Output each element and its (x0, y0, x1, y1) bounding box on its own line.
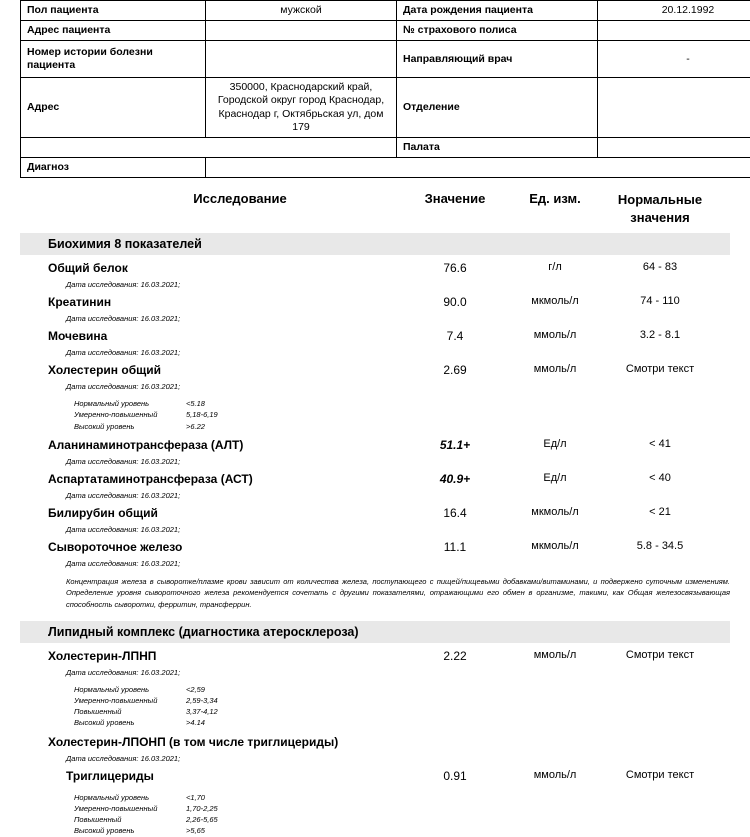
result-row (0, 729, 750, 763)
reference-level-label: Высокий уровень (74, 825, 186, 836)
reference-level-range: >5,65 (186, 826, 205, 835)
referring-doctor-label: Направляющий врач (397, 41, 598, 78)
table-row (21, 21, 750, 41)
patient-address-label: Адрес пациента (21, 21, 206, 41)
address-label: Адрес (21, 78, 206, 138)
department-value (598, 78, 750, 138)
result-row (0, 432, 750, 466)
result-row (0, 255, 750, 289)
patient-sex-value: мужской (206, 1, 397, 21)
reference-level-range: >4.14 (186, 718, 205, 727)
result-unit: ммоль/л (505, 363, 605, 375)
table-row (21, 1, 750, 21)
result-value: 90.0 (400, 295, 510, 309)
empty-value (206, 137, 397, 157)
column-header-value: Значение (400, 191, 510, 206)
result-name: Мочевина (48, 329, 107, 343)
result-value: 76.6 (400, 261, 510, 275)
results-list-lipid-complex (0, 643, 750, 837)
result-unit: ммоль/л (505, 329, 605, 341)
section-header-biochemistry (20, 233, 730, 255)
result-row (0, 763, 750, 837)
department-label: Отделение (397, 78, 598, 138)
result-name: Сывороточное железо (48, 540, 182, 554)
result-name: Аспартатаминотрансфераза (АСТ) (48, 472, 253, 486)
result-date: Дата исследования: 16.03.2021; (66, 348, 750, 357)
results-column-headers (0, 191, 750, 233)
reference-level-range: 2,26-5,65 (186, 815, 218, 824)
reference-level (74, 717, 750, 728)
result-note: Концентрация железа в сыворотке/плазме крови зависит от количества железа, поступающего с пищей/пищевыми добавками/витаминами, и подвержено суточным изменениям. Определение уровня сывороточного железа рекомендуется сочетать с другими показателями, отражающими его обмен в организме, такими, как Общая железосвязывающая способность сыворотки, ферритин, трансферрин. (66, 576, 730, 611)
column-header-study: Исследование (120, 191, 360, 206)
result-date: Дата исследования: 16.03.2021; (66, 382, 750, 391)
table-row (21, 41, 750, 78)
result-date: Дата исследования: 16.03.2021; (66, 754, 750, 763)
result-norm: < 40 (590, 472, 730, 484)
case-history-number-value (206, 41, 397, 78)
reference-level (74, 814, 750, 825)
result-unit: ммоль/л (505, 769, 605, 781)
patient-address-value (206, 21, 397, 41)
policy-number-label: № страхового полиса (397, 21, 598, 41)
result-date: Дата исследования: 16.03.2021; (66, 668, 750, 677)
patient-info-table (20, 0, 750, 178)
result-value: 16.4 (400, 506, 510, 520)
reference-level-label: Нормальный уровень (74, 398, 186, 409)
result-norm: < 21 (590, 506, 730, 518)
result-norm: Смотри текст (590, 363, 730, 375)
reference-level-label: Умеренно-повышенный (74, 803, 186, 814)
result-norm: 5.8 - 34.5 (590, 540, 730, 552)
result-date: Дата исследования: 16.03.2021; (66, 525, 750, 534)
ward-value (598, 137, 750, 157)
patient-birthdate-label: Дата рождения пациента (397, 1, 598, 21)
patient-birthdate-value: 20.12.1992 (598, 1, 750, 21)
reference-level-label: Высокий уровень (74, 717, 186, 728)
policy-number-value (598, 21, 750, 41)
reference-level-label: Умеренно-повышенный (74, 409, 186, 420)
result-date: Дата исследования: 16.03.2021; (66, 457, 750, 466)
result-name: Креатинин (48, 295, 111, 309)
result-row (0, 500, 750, 534)
result-name: Холестерин-ЛПНП (48, 649, 156, 663)
reference-level-range: <5.18 (186, 399, 205, 408)
result-value: 11.1 (400, 540, 510, 554)
result-unit: Ед/л (505, 438, 605, 450)
result-unit: г/л (505, 261, 605, 273)
reference-level-label: Повышенный (74, 706, 186, 717)
diagnosis-value (206, 157, 750, 177)
results-list-biochemistry (0, 255, 750, 611)
reference-level (74, 792, 750, 803)
result-norm: 64 - 83 (590, 261, 730, 273)
result-norm: Смотри текст (590, 769, 730, 781)
result-row (0, 643, 750, 729)
result-value: 2.69 (400, 363, 510, 377)
reference-level-range: >6.22 (186, 422, 205, 431)
table-row (21, 157, 750, 177)
result-name: Общий белок (48, 261, 128, 275)
empty-label (21, 137, 206, 157)
reference-level (74, 398, 750, 409)
result-row (0, 534, 750, 611)
result-row (0, 357, 750, 432)
reference-levels (74, 792, 750, 837)
reference-level-label: Нормальный уровень (74, 792, 186, 803)
reference-level-label: Умеренно-повышенный (74, 695, 186, 706)
result-date: Дата исследования: 16.03.2021; (66, 280, 750, 289)
result-unit: ммоль/л (505, 649, 605, 661)
case-history-number-label: Номер истории болезни пациента (21, 41, 206, 78)
result-name: Холестерин-ЛПОНП (в том числе триглицериды) (48, 735, 338, 749)
column-header-norm: Нормальные значения (590, 191, 730, 226)
result-norm: < 41 (590, 438, 730, 450)
ward-label: Палата (397, 137, 598, 157)
result-date: Дата исследования: 16.03.2021; (66, 559, 750, 568)
reference-level (74, 695, 750, 706)
result-date: Дата исследования: 16.03.2021; (66, 491, 750, 500)
result-value: 40.9+ (400, 472, 510, 486)
result-unit: Ед/л (505, 472, 605, 484)
result-value: 2.22 (400, 649, 510, 663)
reference-level (74, 421, 750, 432)
result-norm: Смотри текст (590, 649, 730, 661)
referring-doctor-value: - (598, 41, 750, 78)
reference-level-range: <1,70 (186, 793, 205, 802)
result-unit: мкмоль/л (505, 506, 605, 518)
result-row (0, 323, 750, 357)
result-value: 0.91 (400, 769, 510, 783)
reference-level (74, 803, 750, 814)
reference-level (74, 684, 750, 695)
section-header-lipid-complex (20, 621, 730, 643)
table-row (21, 137, 750, 157)
result-norm: 74 - 110 (590, 295, 730, 307)
result-row (0, 289, 750, 323)
reference-level-label: Высокий уровень (74, 421, 186, 432)
reference-level-range: <2,59 (186, 685, 205, 694)
result-unit: мкмоль/л (505, 295, 605, 307)
reference-levels (74, 398, 750, 432)
table-row (21, 78, 750, 138)
patient-sex-label: Пол пациента (21, 1, 206, 21)
result-norm: 3.2 - 8.1 (590, 329, 730, 341)
section-title: Биохимия 8 показателей (48, 237, 202, 251)
result-date: Дата исследования: 16.03.2021; (66, 314, 750, 323)
column-header-unit: Ед. изм. (505, 191, 605, 206)
address-value: 350000, Краснодарский край, Городской округ город Краснодар, Краснодар г, Октябрьская ул, дом 179 (206, 78, 397, 138)
reference-level (74, 825, 750, 836)
reference-level-range: 3,37-4,12 (186, 707, 218, 716)
reference-level-range: 2,59-3,34 (186, 696, 218, 705)
reference-level (74, 409, 750, 420)
reference-level-label: Нормальный уровень (74, 684, 186, 695)
reference-level-range: 5,18-6,19 (186, 410, 218, 419)
result-unit: мкмоль/л (505, 540, 605, 552)
reference-level-range: 1,70-2,25 (186, 804, 218, 813)
diagnosis-label: Диагноз (21, 157, 206, 177)
result-value: 51.1+ (400, 438, 510, 452)
result-name: Холестерин общий (48, 363, 161, 377)
result-name: Триглицериды (66, 769, 154, 783)
result-row (0, 466, 750, 500)
result-name: Аланинаминотрансфераза (АЛТ) (48, 438, 243, 452)
reference-level-label: Повышенный (74, 814, 186, 825)
result-value: 7.4 (400, 329, 510, 343)
reference-levels (74, 684, 750, 729)
result-name: Билирубин общий (48, 506, 158, 520)
section-title: Липидный комплекс (диагностика атеросклероза) (48, 625, 359, 639)
